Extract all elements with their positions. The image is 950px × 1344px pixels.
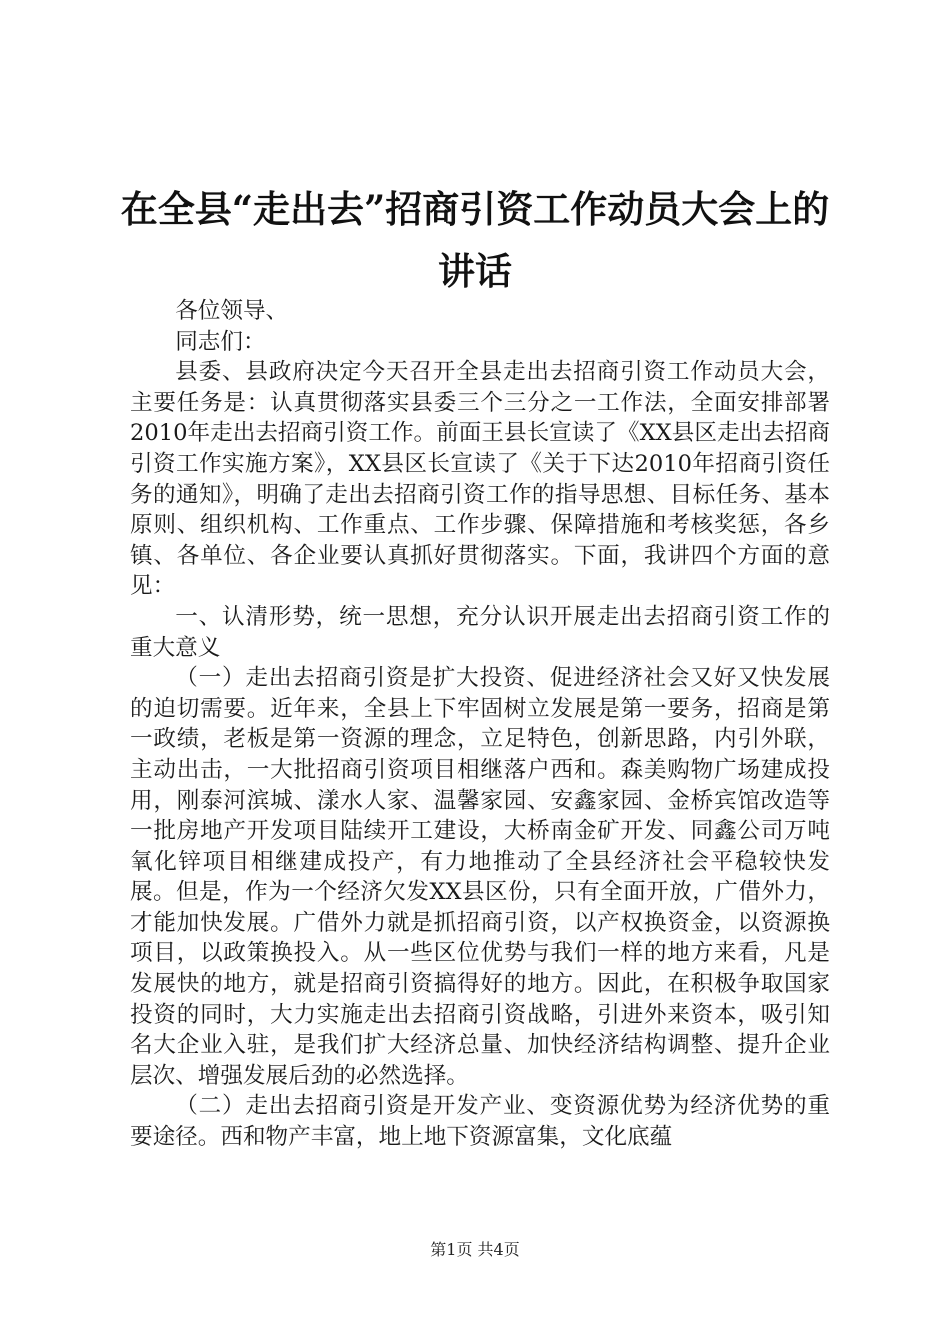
body-paragraph: （二）走出去招商引资是开发产业、变资源优势为经济优势的重要途径。西和物产丰富，地上地下资源富集，文化底蕴 — [130, 1093, 830, 1151]
document-title: 在全县“走出去”招商引资工作动员大会上的讲话 — [120, 187, 830, 293]
salutation-line: 同志们： — [175, 328, 266, 355]
section-heading: 一、认清形势，统一思想，充分认识开展走出去招商引资工作的重大意义 — [130, 603, 830, 661]
salutation-line: 各位领导、 — [175, 298, 289, 324]
document-body — [130, 296, 830, 1153]
body-paragraph: 县委、县政府决定今天召开全县走出去招商引资工作动员大会，主要任务是：认真贯彻落实县委三个三分之一工作法，全面安排部署2010年走出去招商引资工作。前面王县长宣读了《XX县区走出去招商引资工作实施方案》，XX县区长宣读了《关于下达2010年招商引资任务的通知》，明确了走出去招商引资工作的指导思想、目标任务、基本原则、组织机构、工作重点、工作步骤、保障措施和考核奖惩，各乡镇、各单位、各企业要认真抓好贯彻落实。下面，我讲四个方面的意见： — [130, 359, 830, 600]
page-number: 第1页 共4页 — [430, 1240, 520, 1259]
body-paragraph: （一）走出去招商引资是扩大投资、促进经济社会又好又快发展的迫切需要。近年来，全县上下牢固树立发展是第一要务，招商是第一政绩，老板是第一资源的理念，立足特色，创新思路，内引外联，主动出击，一大批招商引资项目相继落户西和。森美购物广场建成投用，刚泰河滨城、漾水人家、温馨家园、安鑫家园、金桥宾馆改造等一批房地产开发项目陆续开工建设，大桥南金矿开发、同鑫公司万吨氧化锌项目相继建成投产，有力地推动了全县经济社会平稳较快发展。但是，作为一个经济欠发XX县区份，只有全面开放，广借外力，才能加快发展。广借外力就是抓招商引资，以产权换资金，以资源换项目，以政策换投入。从一些区位优势与我们一样的地方来看，凡是发展快的地方，就是招商引资搞得好的地方。因此，在积极争取国家投资的同时，大力实施走出去招商引资战略，引进外来资本，吸引知名大企业入驻，是我们扩大经济总量、加快经济结构调整、提升企业层次、增强发展后劲的必然选择。 — [130, 665, 830, 1089]
